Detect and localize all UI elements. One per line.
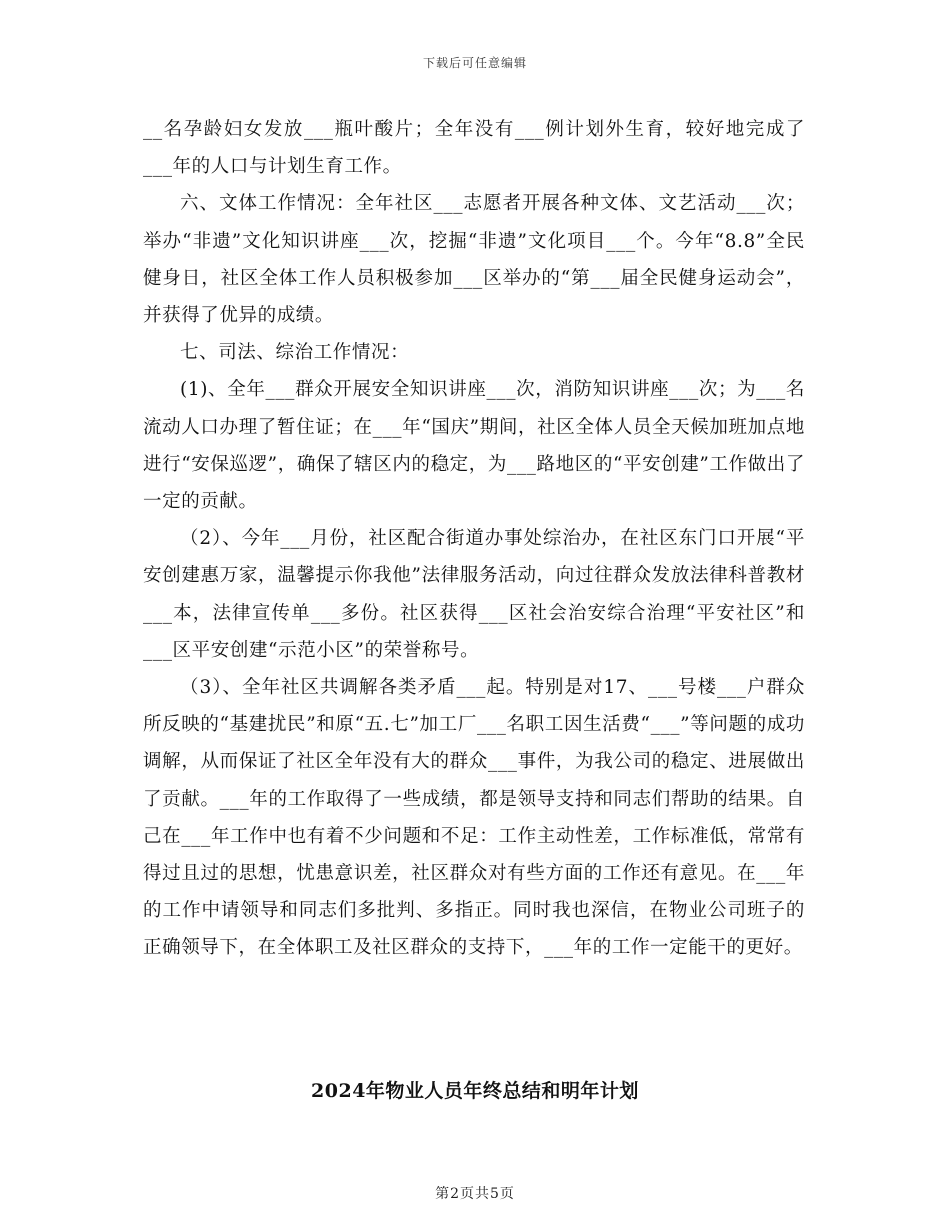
paragraph-culture-sports: 六、文体工作情况：全年社区___志愿者开展各种文体、文艺活动___次；举办“非遗”文化知识讲座___次，挖掘“非遗”文化项目___个。今年“8.8”全民健身日，社区全体工作人员积极参加___区举办的“第___届全民健身运动会”，并获得了优异的成绩。 bbox=[143, 193, 805, 327]
document-body bbox=[143, 111, 805, 967]
page-header-note: 下载后可任意编辑 bbox=[422, 56, 527, 70]
paragraph-judicial-item-1: (1)、全年___群众开展安全知识讲座___次，消防知识讲座___次；为___名流动人口办理了暂住证；在___年“国庆”期间，社区全体人员全天候加班加点地进行“安保巡逻”，确保了辖区内的稳定，为___路地区的“平安创建”工作做出了一定的贡献。 bbox=[143, 379, 805, 513]
paragraph-judicial-item-2: （2）、今年___月份，社区配合街道办事处综治办，在社区东门口开展“平安创建惠万家，温馨提示你我他”法律服务活动，向过往群众发放法律科普教材___本，法律宣传单___多份。社区获得___区社会治安综合治理“平安社区”和___区平安创建“示范小区”的荣誉称号。 bbox=[143, 528, 805, 661]
paragraph-judicial-item-3: （3）、全年社区共调解各类矛盾___起。特别是对17、___号楼___户群众所反映的“基建扰民”和原“五.七”加工厂___名职工因生活费“___”等问题的成功调解，从而保证了社区全年没有大的群众___事件，为我公司的稳定、进展做出了贡献。___年的工作取得了一些成绩，都是领导支持和同志们帮助的结果。自己在___年工作中也有着不少问题和不足：工作主动性差，工作标准低，常常有得过且过的思想，忧患意识差，社区群众对有些方面的工作还有意见。在___年的工作中请领导和同志们多批判、多指正。同时我也深信，在物业公司班子的正确领导下，在全体职工及社区群众的支持下，___年的工作一定能干的更好。 bbox=[143, 677, 805, 959]
next-section-title: 2024年物业人员年终总结和明年计划 bbox=[311, 1080, 639, 1102]
paragraph-judicial-heading: 七、司法、综治工作情况： bbox=[180, 342, 410, 364]
paragraph-population-work: __名孕龄妇女发放___瓶叶酸片；全年没有___例计划外生育，较好地完成了___年的人口与计划生育工作。 bbox=[143, 119, 805, 178]
page-number-footer: 第2页共5页 bbox=[435, 1186, 515, 1202]
